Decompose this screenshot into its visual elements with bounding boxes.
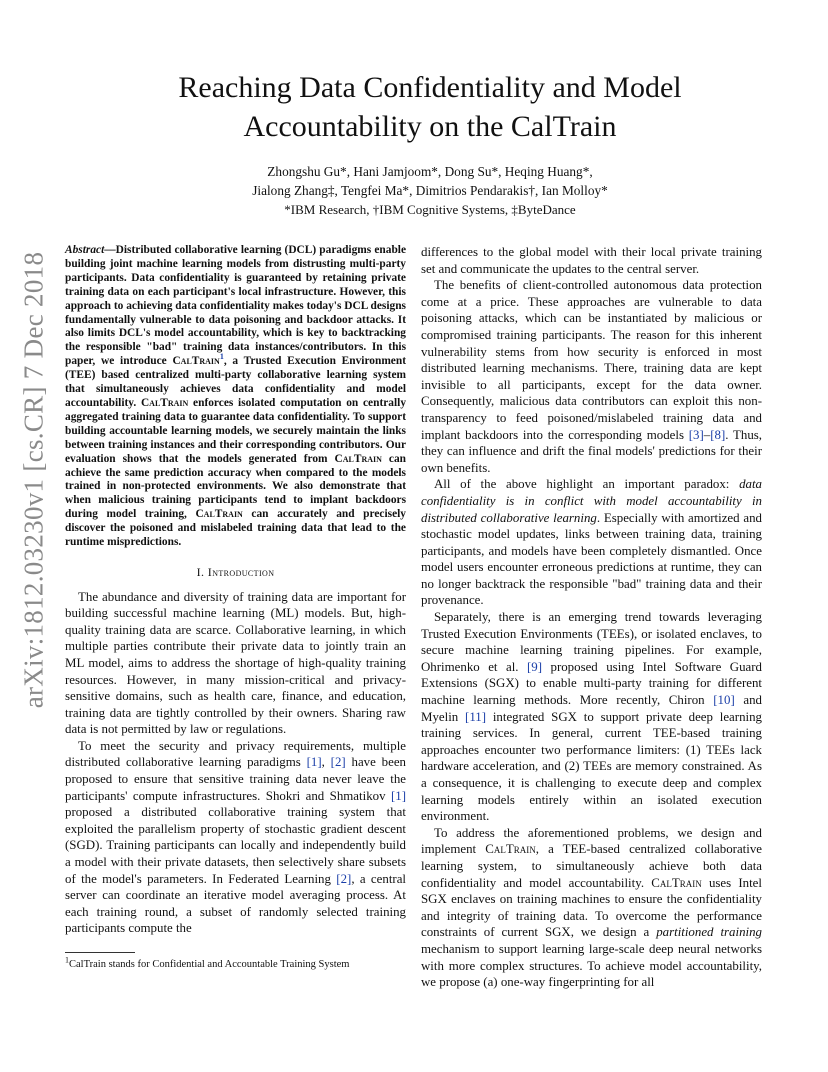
system-name: CalTrain bbox=[140, 396, 189, 409]
citation-link[interactable]: [2] bbox=[330, 755, 346, 770]
citation-link[interactable]: [8] bbox=[710, 427, 726, 442]
text-run: have been proposed to ensure that sensitive training data never leave the participants' compute infrastructures. Shokri and Shmatikov bbox=[65, 755, 406, 803]
text-run: To meet the security and privacy requirements, multiple distributed collaborative learning paradigms bbox=[65, 738, 406, 770]
abstract-text-3: enforces isolated computation on centrally aggregated training data to guarantee data confidentiality. To support building accountable learning models, we securely maintain the links between training instances and their corresponding contributors. Our evaluation shows that the models generated from bbox=[65, 396, 407, 465]
text-run: proposed using Intel Software Guard Extensions (SGX) to enable multi-party training for different machine learning methods. More recently, Chiron bbox=[421, 659, 762, 708]
text-run: , a central server can coordinate an iterative model averaging process. At each training round, a subset of randomly selected training participants compute the bbox=[65, 871, 406, 936]
text-run: uses Intel SGX enclaves on training machines to ensure the confidentiality and integrity of training data. To overcome the performance constraints of current SGX, we design a bbox=[421, 875, 762, 940]
arxiv-sidebar bbox=[14, 251, 54, 709]
intro-paragraph-1: The abundance and diversity of training data are important for building successful machine learning (ML) models. But, high-quality training data are scarce. Collaborative learning, in which multiple parties contribute their private data to jointly train an ML model, aims to address the shortage of high-quality training resources. However, in many mission-critical and privacy-sensitive domains, such as health care, finance, and education, training data are tightly controlled by their owners. Sharing raw data is not permitted by law or regulations. bbox=[65, 589, 406, 737]
emphasis-text: partitioned training bbox=[656, 925, 762, 940]
section-heading-introduction: I. Introduction bbox=[196, 564, 275, 579]
continued-paragraph: differences to the global model with their local private training set and communicate the updates to the central server. bbox=[421, 245, 762, 276]
intro-paragraph-4 bbox=[421, 476, 762, 609]
text-run: To address the aforementioned problems, we design and implement bbox=[421, 825, 762, 857]
citation-link[interactable]: [1] bbox=[306, 755, 322, 770]
arxiv-identifier: arXiv:1812.03230v1 [cs.CR] 7 Dec 2018 bbox=[18, 251, 49, 709]
footnote bbox=[65, 955, 406, 971]
system-name: CalTrain bbox=[651, 875, 702, 890]
emphasis-text: data confidentiality is in conflict with model accountability in distributed collaborative learning bbox=[421, 477, 762, 525]
left-column bbox=[65, 244, 406, 937]
intro-paragraph-5 bbox=[421, 609, 762, 825]
text-run: Separately, there is an emerging trend towards leveraging Trusted Execution Environments (TEEs), or isolated enclaves, to secure machine learning training pipelines. For example, Ohrimenko et al. bbox=[421, 610, 762, 674]
paper-title bbox=[90, 68, 770, 146]
citation-link[interactable]: [3] bbox=[688, 427, 704, 442]
citation-link[interactable]: [10] bbox=[713, 693, 735, 708]
system-name: CalTrain bbox=[485, 842, 536, 857]
abstract bbox=[65, 244, 406, 550]
text-run: . Thus, they can influence and drift the final models' predictions for their own benefits. bbox=[421, 427, 763, 475]
footnote-link[interactable]: 1 bbox=[219, 352, 224, 362]
intro-paragraph-3 bbox=[421, 277, 762, 476]
intro-paragraph-2 bbox=[65, 738, 406, 937]
text-run: , bbox=[321, 755, 331, 770]
system-name: CalTrain bbox=[172, 355, 220, 368]
citation-link[interactable]: [11] bbox=[465, 709, 487, 724]
text-run: and Myelin bbox=[421, 693, 762, 724]
author-block bbox=[90, 162, 770, 219]
text-run: proposed a distributed collaborative training system that exploited the parallelism property of stochastic gradient descent (SGD). Training participants can locally and independently build a model with their private datasets, then selectively share subsets of the model's parameters. In Federated Learning bbox=[65, 805, 406, 886]
system-name: CalTrain bbox=[334, 452, 382, 465]
footnote-divider bbox=[65, 952, 135, 953]
authors-line-1: Zhongshu Gu*, Hani Jamjoom*, Dong Su*, Heqing Huang*, bbox=[267, 164, 593, 179]
title-line-2: Accountability on the CalTrain bbox=[243, 110, 617, 143]
text-run: . Especially with amortized and stochastic model updates, links between training data, training participants, and models have been completely dismantled. Once model users encounter erroneous predictions at runtime, they can no longer backtrack the responsible "bad" training data and their provenance. bbox=[421, 510, 762, 608]
abstract-text-2: , a Trusted Execution Environment (TEE) based centralized multi-party collaborative learning system that simultaneously achieves data confidentiality and model accountability. bbox=[65, 355, 406, 409]
text-run: integrated SGX to support private deep learning training services. In general, current TEE-based training approaches encounter two performance limiters: (1) TEEs lack hardware acceleration, and (2) TEEs are memory constrained. As a consequence, it is challenging to execute deep and complex learning models entirely within an isolated execution environment. bbox=[421, 709, 762, 824]
citation-link[interactable]: [9] bbox=[526, 659, 543, 674]
system-name: CalTrain bbox=[195, 508, 243, 521]
citation-link[interactable]: [2] bbox=[336, 871, 352, 886]
intro-paragraph-6 bbox=[421, 825, 762, 991]
abstract-text-5: can accurately and precisely discover the poisoned and mislabeled training data that lead to the runtime mispredictions. bbox=[65, 508, 406, 549]
text-run: All of the above highlight an important paradox: bbox=[434, 477, 740, 492]
authors-line-2: Jialong Zhang‡, Tengfei Ma*, Dimitrios Pendarakis†, Ian Molloy* bbox=[252, 183, 608, 198]
footnote-text: CalTrain stands for Confidential and Accountable Training System bbox=[69, 959, 350, 970]
footnote-mark: 1 bbox=[65, 955, 69, 965]
text-run: mechanism to support learning large-scale deep neural networks with more complex structures. To achieve model accountability, we propose (a) one-way fingerprinting for all bbox=[421, 941, 762, 990]
affiliations: *IBM Research, †IBM Cognitive Systems, ‡ByteDance bbox=[284, 202, 576, 217]
abstract-lead: Abstract bbox=[65, 244, 105, 256]
title-line-1: Reaching Data Confidentiality and Model bbox=[178, 71, 682, 104]
abstract-text-1: —Distributed collaborative learning (DCL) paradigms enable building joint machine learning models from distrusting multi-party participants. Data confidentiality is guaranteed by retaining private training data on each participant's local infrastructure. However, this approach to achieving data confidentiality makes today's DCL designs fundamentally vulnerable to data poisoning and backdoor attacks. It also limits DCL's model accountability, which is key to backtracking the responsible "bad" training data instances/contributors. In this paper, we introduce bbox=[65, 244, 406, 368]
right-column bbox=[421, 244, 762, 991]
text-run: – bbox=[703, 427, 711, 442]
text-run: The benefits of client-controlled autonomous data protection come at a price. These approaches are vulnerable to data poisoning attacks, which can be instantiated by malicious or compromised training participants. The reason for this inherent vulnerability stems from how security is enforced in most distributed learning mechanisms. There, training data are kept invisible to all participants, except for the data owner. Consequently, malicious data contributors can exploit this non-transparency to feed poisoned/mislabeled training data and implant backdoors into the corresponding models bbox=[421, 278, 762, 442]
abstract-text-4: can achieve the same prediction accuracy when compared to the models trained in non-protected environments. We also demonstrate that when malicious training participants tend to implant backdoors during model training, bbox=[65, 452, 406, 521]
citation-link[interactable]: [1] bbox=[390, 788, 406, 803]
text-run: , a TEE-based centralized collaborative learning system, to simultaneously achieve both data confidentiality and model accountability. bbox=[421, 842, 763, 890]
